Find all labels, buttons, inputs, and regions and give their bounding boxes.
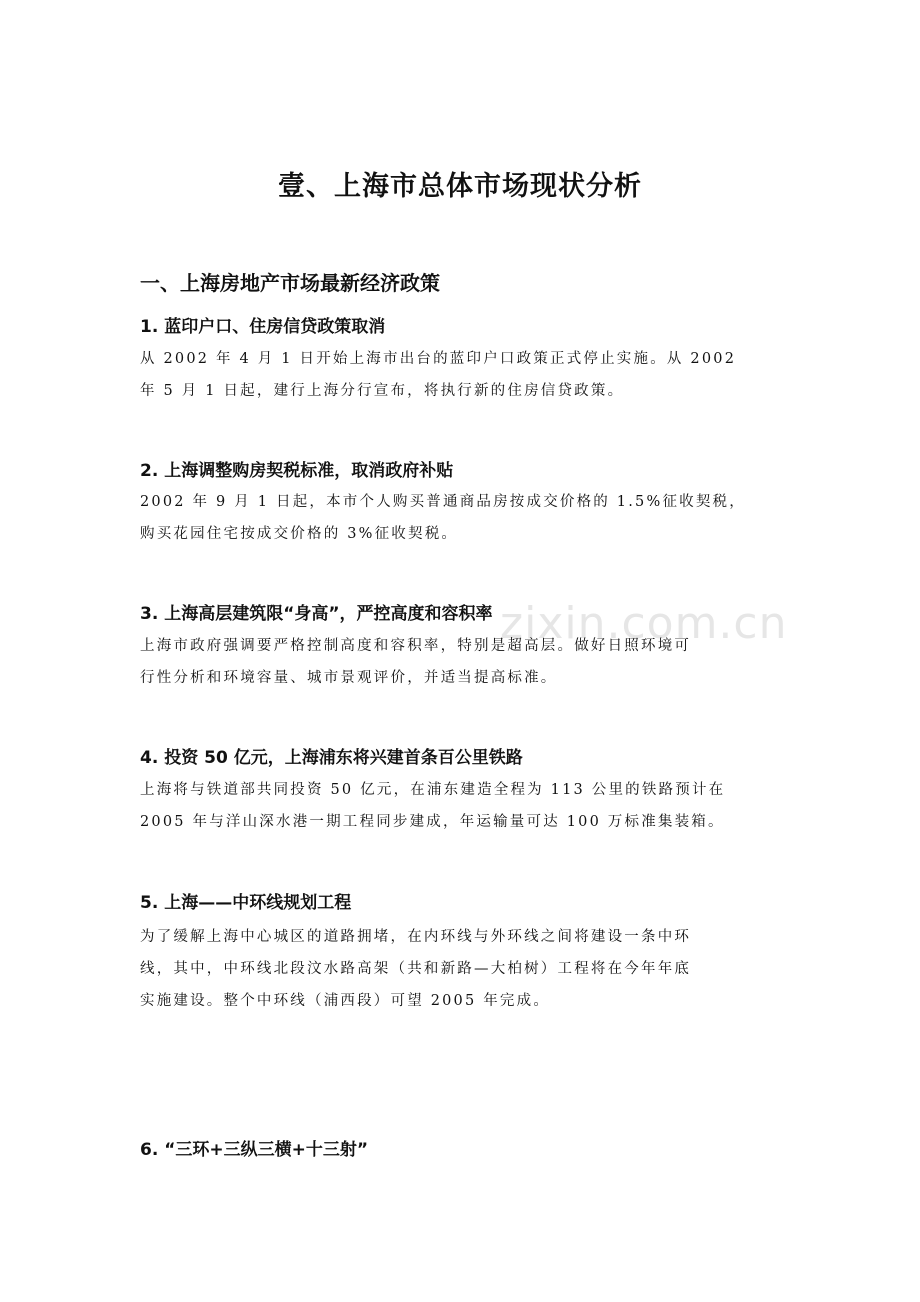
item-heading-5: 5. 上海——中环线规划工程 <box>140 893 352 913</box>
item-body-5 <box>140 921 800 1017</box>
body-line: 2005 年与洋山深水港一期工程同步建成，年运输量可达 100 万标准集装箱。 <box>140 814 725 830</box>
item-heading-3: 3. 上海高层建筑限“身高”，严控高度和容积率 <box>140 604 493 624</box>
item-heading-2: 2. 上海调整购房契税标准，取消政府补贴 <box>140 461 454 481</box>
body-line: 行性分析和环境容量、城市景观评价，并适当提高标准。 <box>140 670 558 686</box>
section-heading: 一、上海房地产市场最新经济政策 <box>140 271 440 295</box>
body-line: 购买花园住宅按成交价格的 3%征收契税。 <box>140 526 459 542</box>
body-line: 线，其中，中环线北段汶水路高架（共和新路—大柏树）工程将在今年年底 <box>140 961 692 977</box>
body-line: 为了缓解上海中心城区的道路拥堵，在内环线与外环线之间将建设一条中环 <box>140 929 692 945</box>
body-line: 年 5 月 1 日起，建行上海分行宣布，将执行新的住房信贷政策。 <box>140 383 625 399</box>
item-body-2 <box>140 486 800 550</box>
body-line: 上海市政府强调要严格控制高度和容积率，特别是超高层。做好日照环境可 <box>140 638 692 654</box>
body-line: 2002 年 9 月 1 日起，本市个人购买普通商品房按成交价格的 1.5%征收契税， <box>140 494 746 510</box>
document-title: 壹、上海市总体市场现状分析 <box>278 171 642 202</box>
item-heading-4: 4. 投资 50 亿元，上海浦东将兴建首条百公里铁路 <box>140 748 523 768</box>
body-line: 上海将与铁道部共同投资 50 亿元，在浦东建造全程为 113 公里的铁路预计在 <box>140 782 726 798</box>
body-line: 从 2002 年 4 月 1 日开始上海市出台的蓝印户口政策正式停止实施。从 2002 <box>140 351 737 367</box>
item-body-3 <box>140 630 800 694</box>
watermark: zixin.com.cn <box>500 598 788 649</box>
item-body-1 <box>140 343 800 407</box>
item-heading-1: 1. 蓝印户口、住房信贷政策取消 <box>140 317 386 337</box>
item-body-4 <box>140 774 800 838</box>
body-line: 实施建设。整个中环线（浦西段）可望 2005 年完成。 <box>140 993 551 1009</box>
item-heading-6: 6. “三环+三纵三横+十三射” <box>140 1140 369 1160</box>
